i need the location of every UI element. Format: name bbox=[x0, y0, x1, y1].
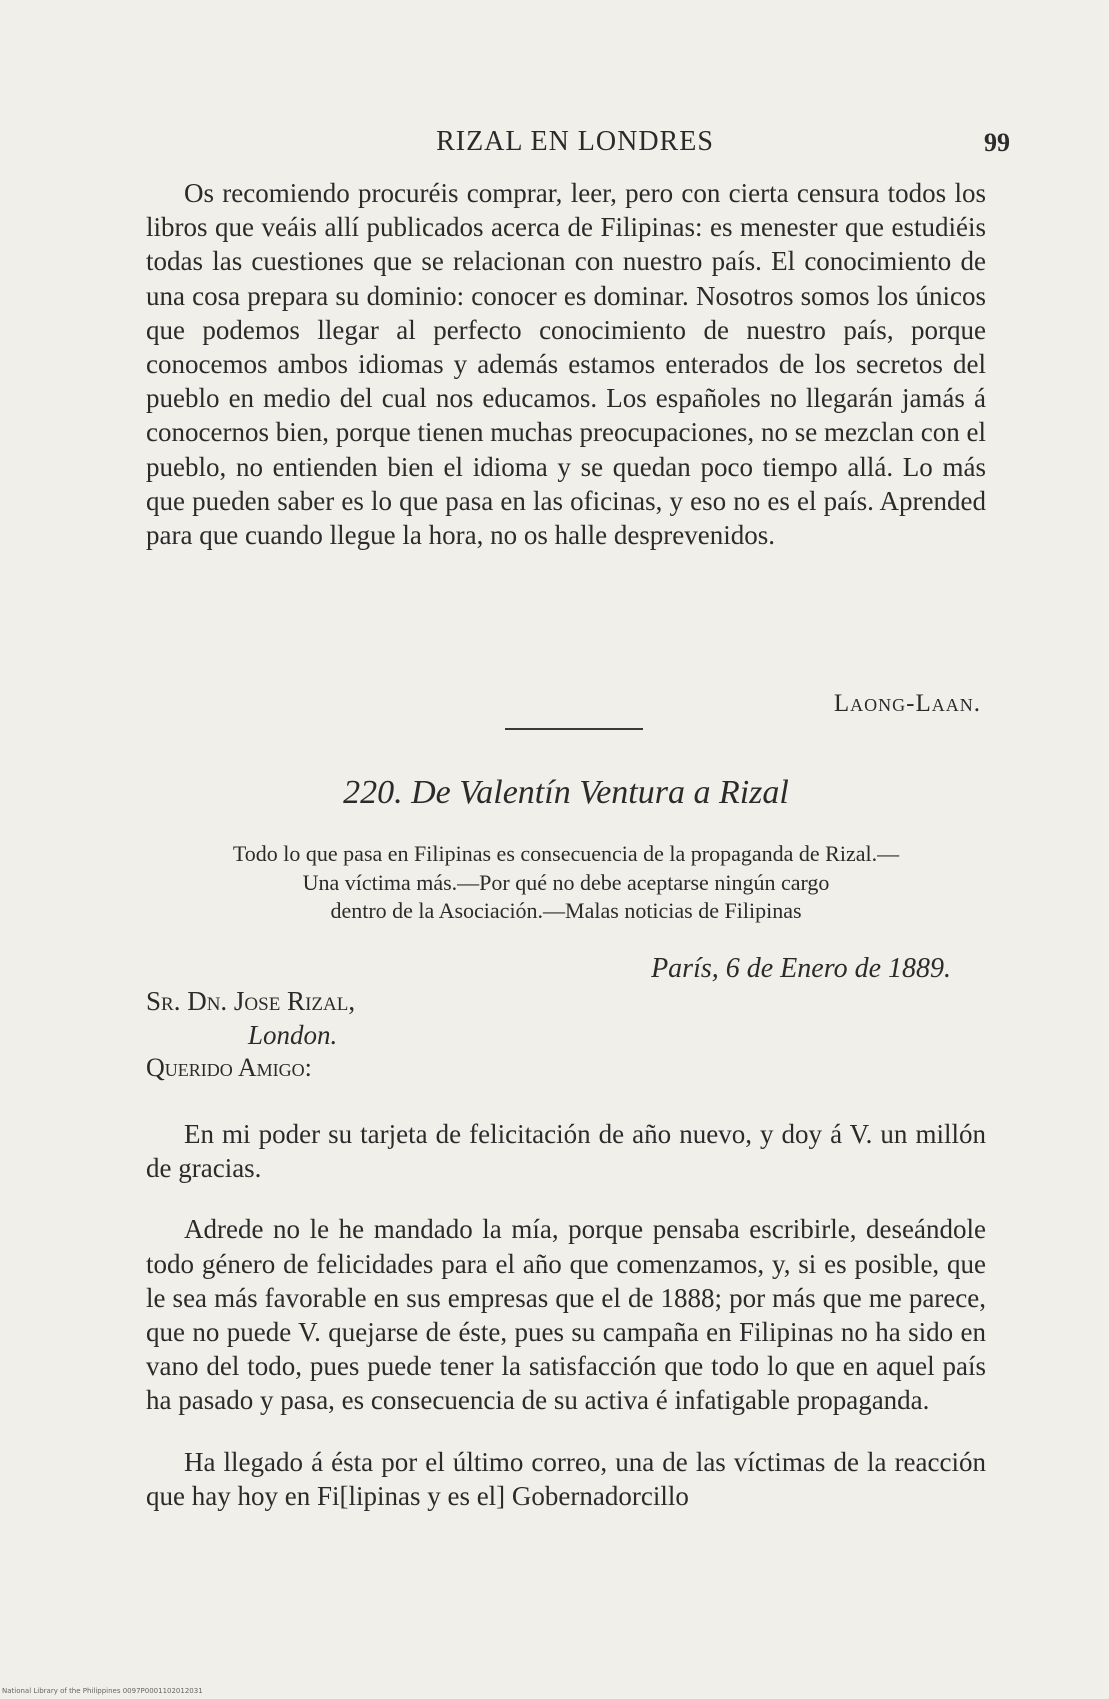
salutation: Querido Amigo: bbox=[146, 1053, 312, 1082]
running-title: RIZAL EN LONDRES bbox=[436, 126, 714, 157]
opening-paragraph: Os recomiendo procuréis comprar, leer, pero con cierta censura todos los libros que veáis allí publicados acerca de Filipinas: es menester que estudiéis todas las cuestiones que se relacionan con nuestro país. El conocimiento de una cosa prepara su dominio: conocer es dominar. Nosotros somos los únicos que podemos llegar al perfecto conocimiento de nuestro país, porque conocemos ambos idiomas y además estamos enterados de los secretos del pueblo en medio del cual nos educamos. Los españoles no llegarán jamás á conocernos bien, porque tienen muchas preocupaciones, no se mezclan con el pueblo, no entienden bien el idioma y se quedan poco tiempo allá. Lo más que pueden saber es lo que pasa en las oficinas, y eso no es el país. Aprended para que cuando llegue la hora, no os halle desprevenidos. bbox=[146, 178, 986, 551]
running-head bbox=[140, 126, 1010, 166]
letter-paragraph: Ha llegado á ésta por el último correo, una de las víctimas de la reacción que hay hoy en Fi[lipinas y es el] Gobernadorcillo bbox=[146, 1446, 986, 1511]
letter-paragraph: En mi poder su tarjeta de felicitación de año nuevo, y doy á V. un millón de gracias. bbox=[146, 1119, 986, 1184]
letter-body bbox=[146, 1090, 986, 1519]
letter-paragraph: Adrede no le he mandado la mía, porque pensaba escribirle, deseándole todo género de felicidades para el año que comenzamos, y, si es posible, que le sea más favorable en sus empresas que el de 1888; por más que me parece, que no puede V. quejarse de éste, pues su campaña en Filipinas no ha sido en vano del todo, pues puede tener la satisfacción que todo lo que en aquel país ha pasado y pasa, es consecuencia de su activa é infatigable propaganda. bbox=[146, 1214, 986, 1416]
page-number: 99 bbox=[984, 128, 1010, 157]
signature: Laong-Laan. bbox=[833, 690, 981, 717]
addressee-name: Sr. Dn. Jose Rizal, bbox=[146, 986, 356, 1016]
summary-line: Todo lo que pasa en Filipinas es consecuencia de la propaganda de Rizal.— bbox=[232, 841, 900, 866]
summary-line: dentro de la Asociación.—Malas noticias de Filipinas bbox=[330, 898, 802, 923]
summary-line: Una víctima más.—Por qué no debe aceptarse ningún cargo bbox=[302, 869, 830, 895]
letter-summary bbox=[146, 840, 986, 926]
dateline: París, 6 de Enero de 1889. bbox=[651, 953, 951, 984]
addressee-city: London. bbox=[248, 1020, 338, 1050]
opening-text bbox=[146, 176, 986, 552]
section-divider bbox=[505, 728, 643, 730]
letter-title: 220. De Valentín Ventura a Rizal bbox=[343, 774, 789, 811]
scan-identifier: National Library of the Philippines 0097P0001102012031 bbox=[2, 1687, 203, 1695]
addressee bbox=[146, 984, 355, 1052]
